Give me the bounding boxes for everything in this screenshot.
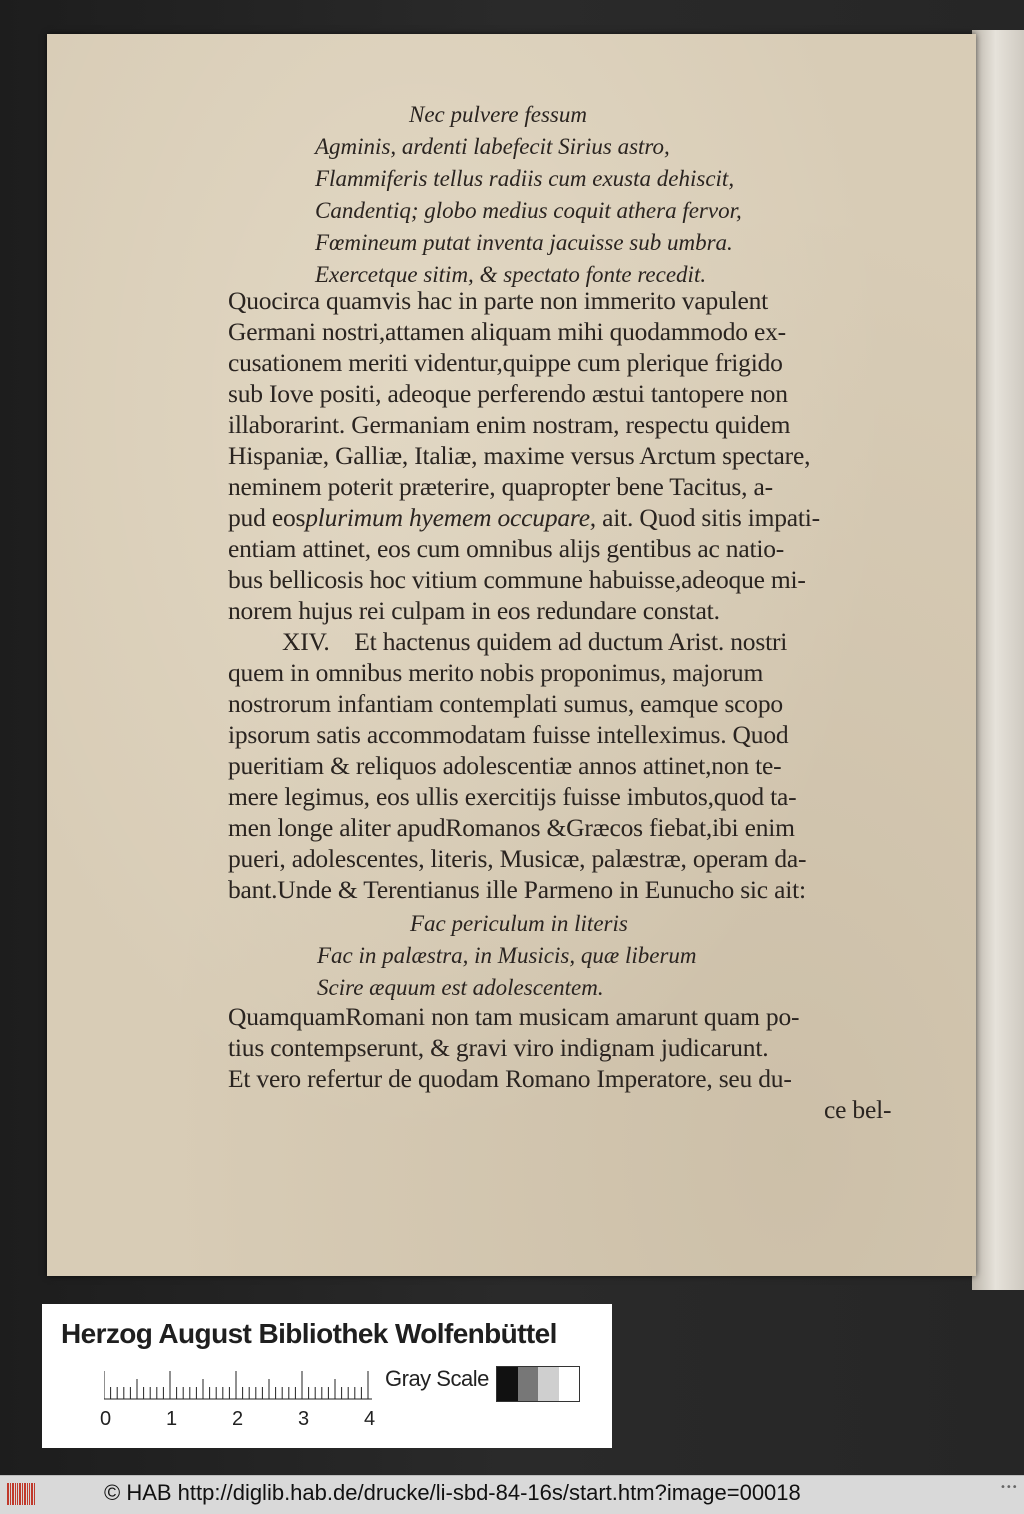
scale-number: 2 <box>232 1408 244 1430</box>
barcode-bar <box>22 1483 23 1505</box>
barcode-bar <box>15 1483 16 1505</box>
text-segment: ait. Quod sitis impati- <box>595 503 820 532</box>
italic-quote: plurimum hyemem occupare, <box>305 503 596 532</box>
scale-number: 0 <box>100 1408 112 1430</box>
gray-swatch <box>559 1367 580 1401</box>
footer-dots: ••• <box>1000 1482 1018 1493</box>
verse-line: Agminis, ardenti labefecit Sirius astro, <box>315 134 670 159</box>
barcode-bar <box>10 1483 11 1505</box>
gray-swatch <box>497 1367 518 1401</box>
text-line: bus bellicosis hoc vitium commune habuisse,adeoque mi- <box>228 565 806 594</box>
text-line: Quocirca quamvis hac in parte non immerito vapulent <box>228 286 769 315</box>
text-line <box>228 503 820 533</box>
text-line: norem hujus rei culpam in eos redundare constat. <box>228 596 720 625</box>
book-page <box>47 34 976 1276</box>
text-line: Et vero refertur de quodam Romano Imperatore, seu du- <box>228 1064 792 1093</box>
verse-line: Candentiq; globo medius coquit athera fervor, <box>315 198 742 223</box>
barcode-bar <box>19 1483 21 1505</box>
text-line: mere legimus, eos ullis exercitijs fuisse imbutos,quod ta- <box>228 782 797 811</box>
verse-line: Exercetque sitim, & spectato fonte recedit. <box>315 262 707 287</box>
barcode-bar <box>7 1483 9 1505</box>
gray-swatch <box>538 1367 559 1401</box>
verse-line: Fœmineum putat inventa jacuisse sub umbra. <box>315 230 733 255</box>
barcode-bar <box>17 1483 18 1505</box>
text-line: cusationem meriti videntur,quippe cum plerique frigido <box>228 348 783 377</box>
barcode-icon <box>6 1481 42 1507</box>
verse-line: Fac periculum in literis <box>410 911 628 936</box>
text-line: men longe aliter apudRomanos &Græcos fiebat,ibi enim <box>228 813 795 842</box>
text-line: tius contempserunt, & gravi viro indignam judicarunt. <box>228 1033 769 1062</box>
text-line: pueri, adolescentes, literis, Musicæ, palæstræ, operam da- <box>228 844 807 873</box>
gray-swatch <box>518 1367 539 1401</box>
next-page-edge <box>972 30 1024 1290</box>
text-line: nostrorum infantiam contemplati sumus, eamque scopo <box>228 689 783 718</box>
verse-line: Flammiferis tellus radiis cum exusta dehiscit, <box>315 166 735 191</box>
barcode-bar <box>34 1483 35 1505</box>
gray-scale-swatches <box>496 1366 580 1402</box>
text-line: QuamquamRomani non tam musicam amarunt quam po- <box>228 1002 800 1031</box>
verse-line: Nec pulvere fessum <box>409 102 587 127</box>
barcode-bar <box>24 1483 26 1505</box>
text-line: quem in omnibus merito nobis proponimus, majorum <box>228 658 764 687</box>
text-line: Germani nostri,attamen aliquam mihi quodammodo ex- <box>228 317 786 346</box>
text-line: pueritiam & reliquos adolescentiæ annos attinet,non te- <box>228 751 782 780</box>
library-name: Herzog August Bibliothek Wolfenbüttel <box>61 1318 557 1349</box>
barcode-bar <box>29 1483 30 1505</box>
text-segment: pud eos <box>228 503 306 532</box>
gray-scale-label: Gray Scale <box>385 1366 489 1391</box>
text-line: illaborarint. Germaniam enim nostram, respectu quidem <box>228 410 791 439</box>
scale-number: 4 <box>364 1408 376 1430</box>
verse-line: Fac in palæstra, in Musicis, quæ liberum <box>317 943 697 968</box>
text-line: entiam attinet, eos cum omnibus alijs gentibus ac natio- <box>228 534 785 563</box>
scale-number: 1 <box>166 1408 178 1430</box>
text-line: XIV. Et hactenus quidem ad ductum Arist. nostri <box>282 627 788 656</box>
barcode-bar <box>31 1483 33 1505</box>
text-line: sub Iove positi, adeoque perferendo æstui tantopere non <box>228 379 788 408</box>
barcode-bar <box>12 1483 14 1505</box>
scale-ruler <box>104 1370 374 1400</box>
copyright-link[interactable]: © HAB http://diglib.hab.de/drucke/li-sbd-84-16s/start.htm?image=00018 <box>104 1480 801 1505</box>
barcode-bar <box>27 1483 28 1505</box>
scale-number: 3 <box>298 1408 310 1430</box>
text-line: Hispaniæ, Galliæ, Italiæ, maxime versus Arctum spectare, <box>228 441 811 470</box>
text-line: ipsorum satis accommodatam fuisse intelleximus. Quod <box>228 720 789 749</box>
verse-line: Scire æquum est adolescentem. <box>317 975 604 1000</box>
text-line: neminem poterit præterire, quapropter bene Tacitus, a- <box>228 472 773 501</box>
catchword: ce bel- <box>824 1095 892 1124</box>
text-line: bant.Unde & Terentianus ille Parmeno in Eunucho sic ait: <box>228 875 806 904</box>
